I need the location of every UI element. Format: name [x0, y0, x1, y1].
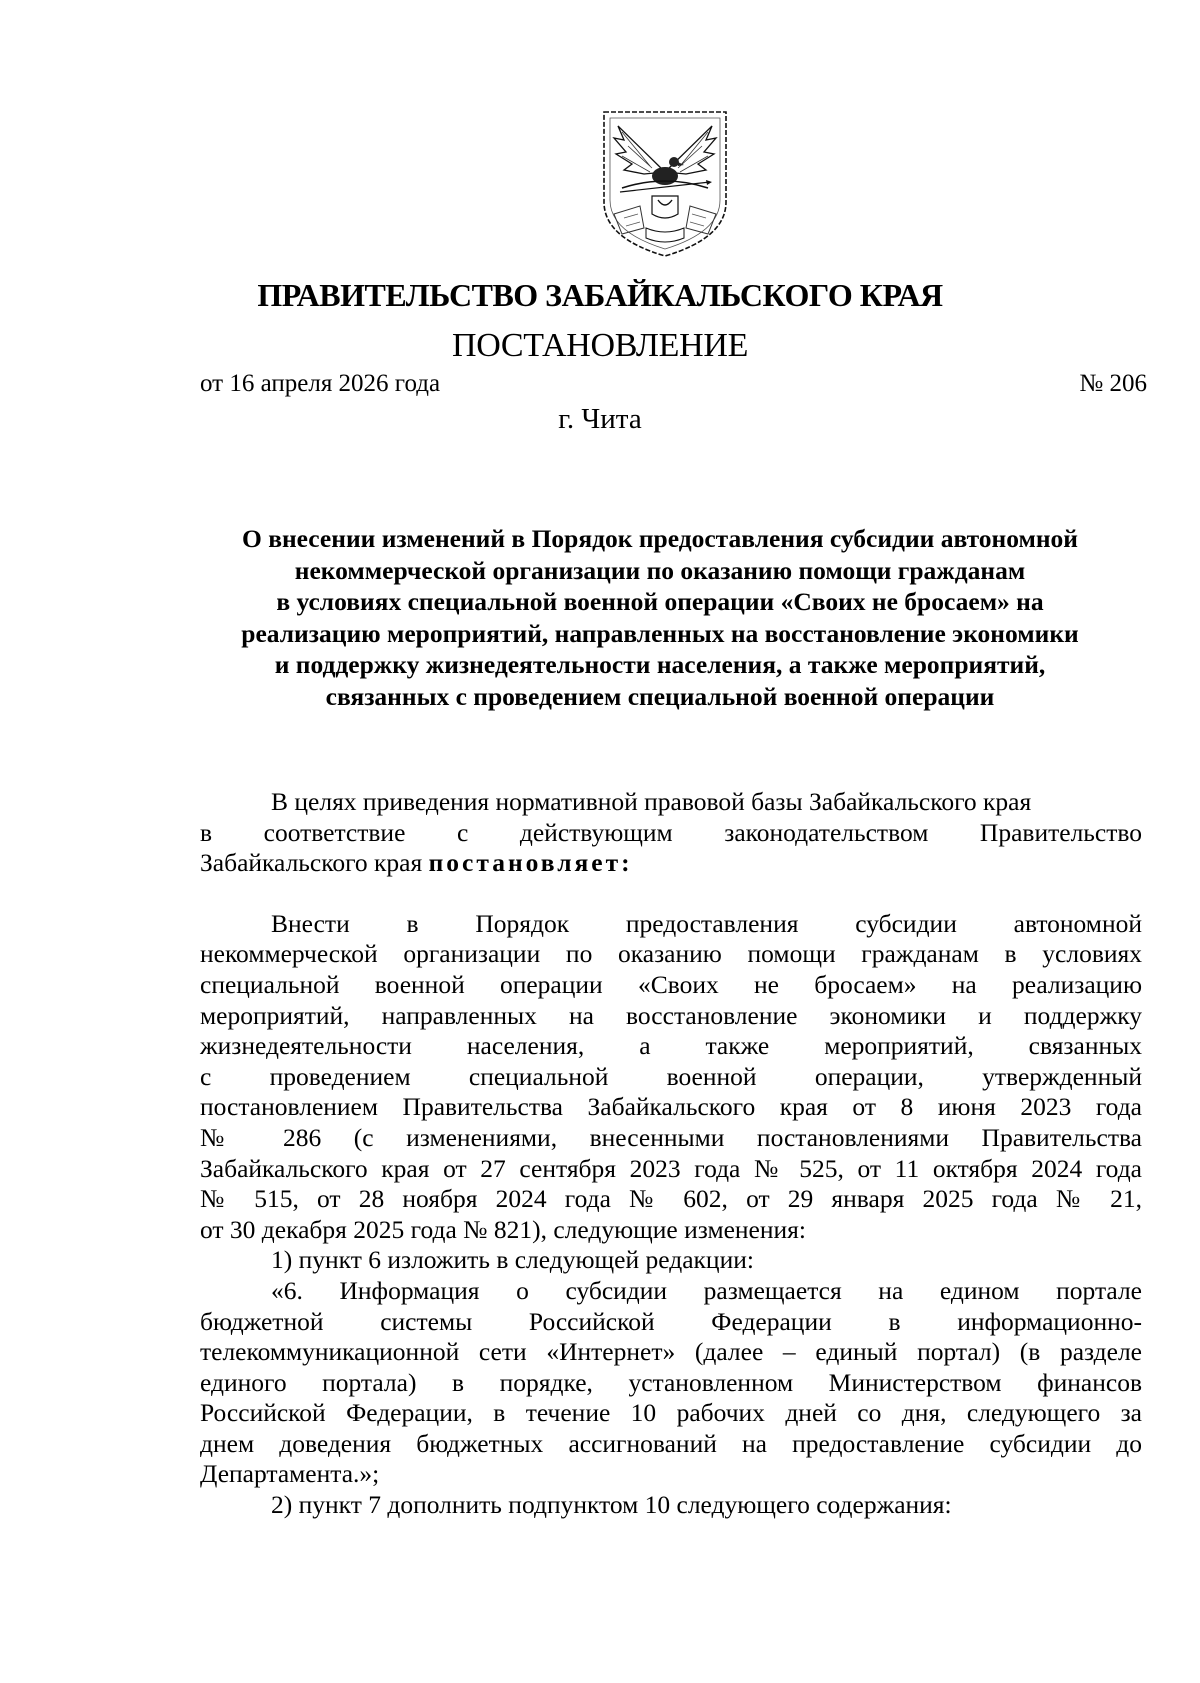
- document-title: [180, 523, 1140, 712]
- body-line: Департамента.»;: [200, 1459, 380, 1489]
- title-line: О внесении изменений в Порядок предоставления субсидии автономной: [242, 524, 1078, 553]
- preamble-paragraph: [200, 787, 1142, 879]
- document-body: [200, 787, 1142, 1521]
- body-line: некоммерческой организации по оказанию помощи гражданам в условиях: [200, 939, 1142, 969]
- document-type: ПОСТАНОВЛЕНИЕ: [451, 327, 749, 364]
- body-line: [200, 848, 1142, 879]
- document-date: от 16 апреля 2026 года: [200, 370, 441, 397]
- body-line: В целях приведения нормативной правовой базы Забайкальского края: [271, 787, 1032, 816]
- quoted-paragraph: [200, 1276, 1142, 1490]
- body-line: № 286 (с изменениями, внесенными постановлениями Правительства: [200, 1122, 1142, 1152]
- preamble-prefix: Забайкальского края: [200, 848, 429, 878]
- title-line: связанных с проведением специальной военной операции: [325, 681, 995, 711]
- title-line: и поддержку жизнедеятельности населения, а также мероприятий,: [274, 650, 1046, 679]
- body-line: днем доведения бюджетных ассигнований на предоставление субсидии до: [200, 1428, 1142, 1458]
- title-line: реализацию мероприятий, направленных на восстановление экономики: [241, 618, 1079, 648]
- document-number: № 206: [1079, 370, 1147, 397]
- government-name: ПРАВИТЕЛЬСТВО ЗАБАЙКАЛЬСКОГО КРАЯ: [257, 277, 943, 313]
- title-line: некоммерческой организации по оказанию помощи гражданам: [294, 555, 1026, 585]
- body-line: «6. Информация о субсидии размещается на едином портале: [271, 1275, 1142, 1305]
- body-line: единого портала) в порядке, установленном Министерством финансов: [200, 1367, 1142, 1397]
- body-line: специальной военной операции «Своих не бросаем» на реализацию: [200, 969, 1142, 999]
- item-2: 2) пункт 7 дополнить подпунктом 10 следующего содержания:: [271, 1490, 952, 1520]
- body-line: № 515, от 28 ноября 2024 года № 602, от 29 января 2025 года № 21,: [200, 1184, 1142, 1214]
- body-line: Российской Федерации, в течение 10 рабочих дней со дня, следующего за: [200, 1398, 1142, 1428]
- body-line: в соответствие с действующим законодательством Правительство: [200, 817, 1142, 847]
- body-line: жизнедеятельности населения, а также мероприятий, связанных: [200, 1031, 1142, 1061]
- body-line: от 30 декабря 2025 года № 821), следующие изменения:: [200, 1214, 806, 1244]
- coat-of-arms-emblem: [600, 110, 730, 258]
- body-line: бюджетной системы Российской Федерации в информационно-: [200, 1306, 1142, 1336]
- body-line: Забайкальского края от 27 сентября 2023 года № 525, от 11 октября 2024 года: [200, 1153, 1142, 1183]
- body-line: постановлением Правительства Забайкальского края от 8 июня 2023 года: [200, 1092, 1142, 1122]
- body-line: с проведением специальной военной операции, утвержденный: [200, 1061, 1142, 1091]
- item-1: 1) пункт 6 изложить в следующей редакции:: [271, 1245, 754, 1275]
- city-name: г. Чита: [558, 403, 642, 435]
- decree-word: постановляет:: [428, 848, 633, 878]
- body-line: телекоммуникационной сети «Интернет» (далее – единый портал) (в разделе: [200, 1337, 1142, 1367]
- title-line: в условиях специальной военной операции «Своих не бросаем» на: [276, 587, 1044, 616]
- main-paragraph: [200, 909, 1142, 1246]
- body-line: мероприятий, направленных на восстановление экономики и поддержку: [200, 1000, 1142, 1030]
- body-line: Внести в Порядок предоставления субсидии автономной: [271, 908, 1142, 938]
